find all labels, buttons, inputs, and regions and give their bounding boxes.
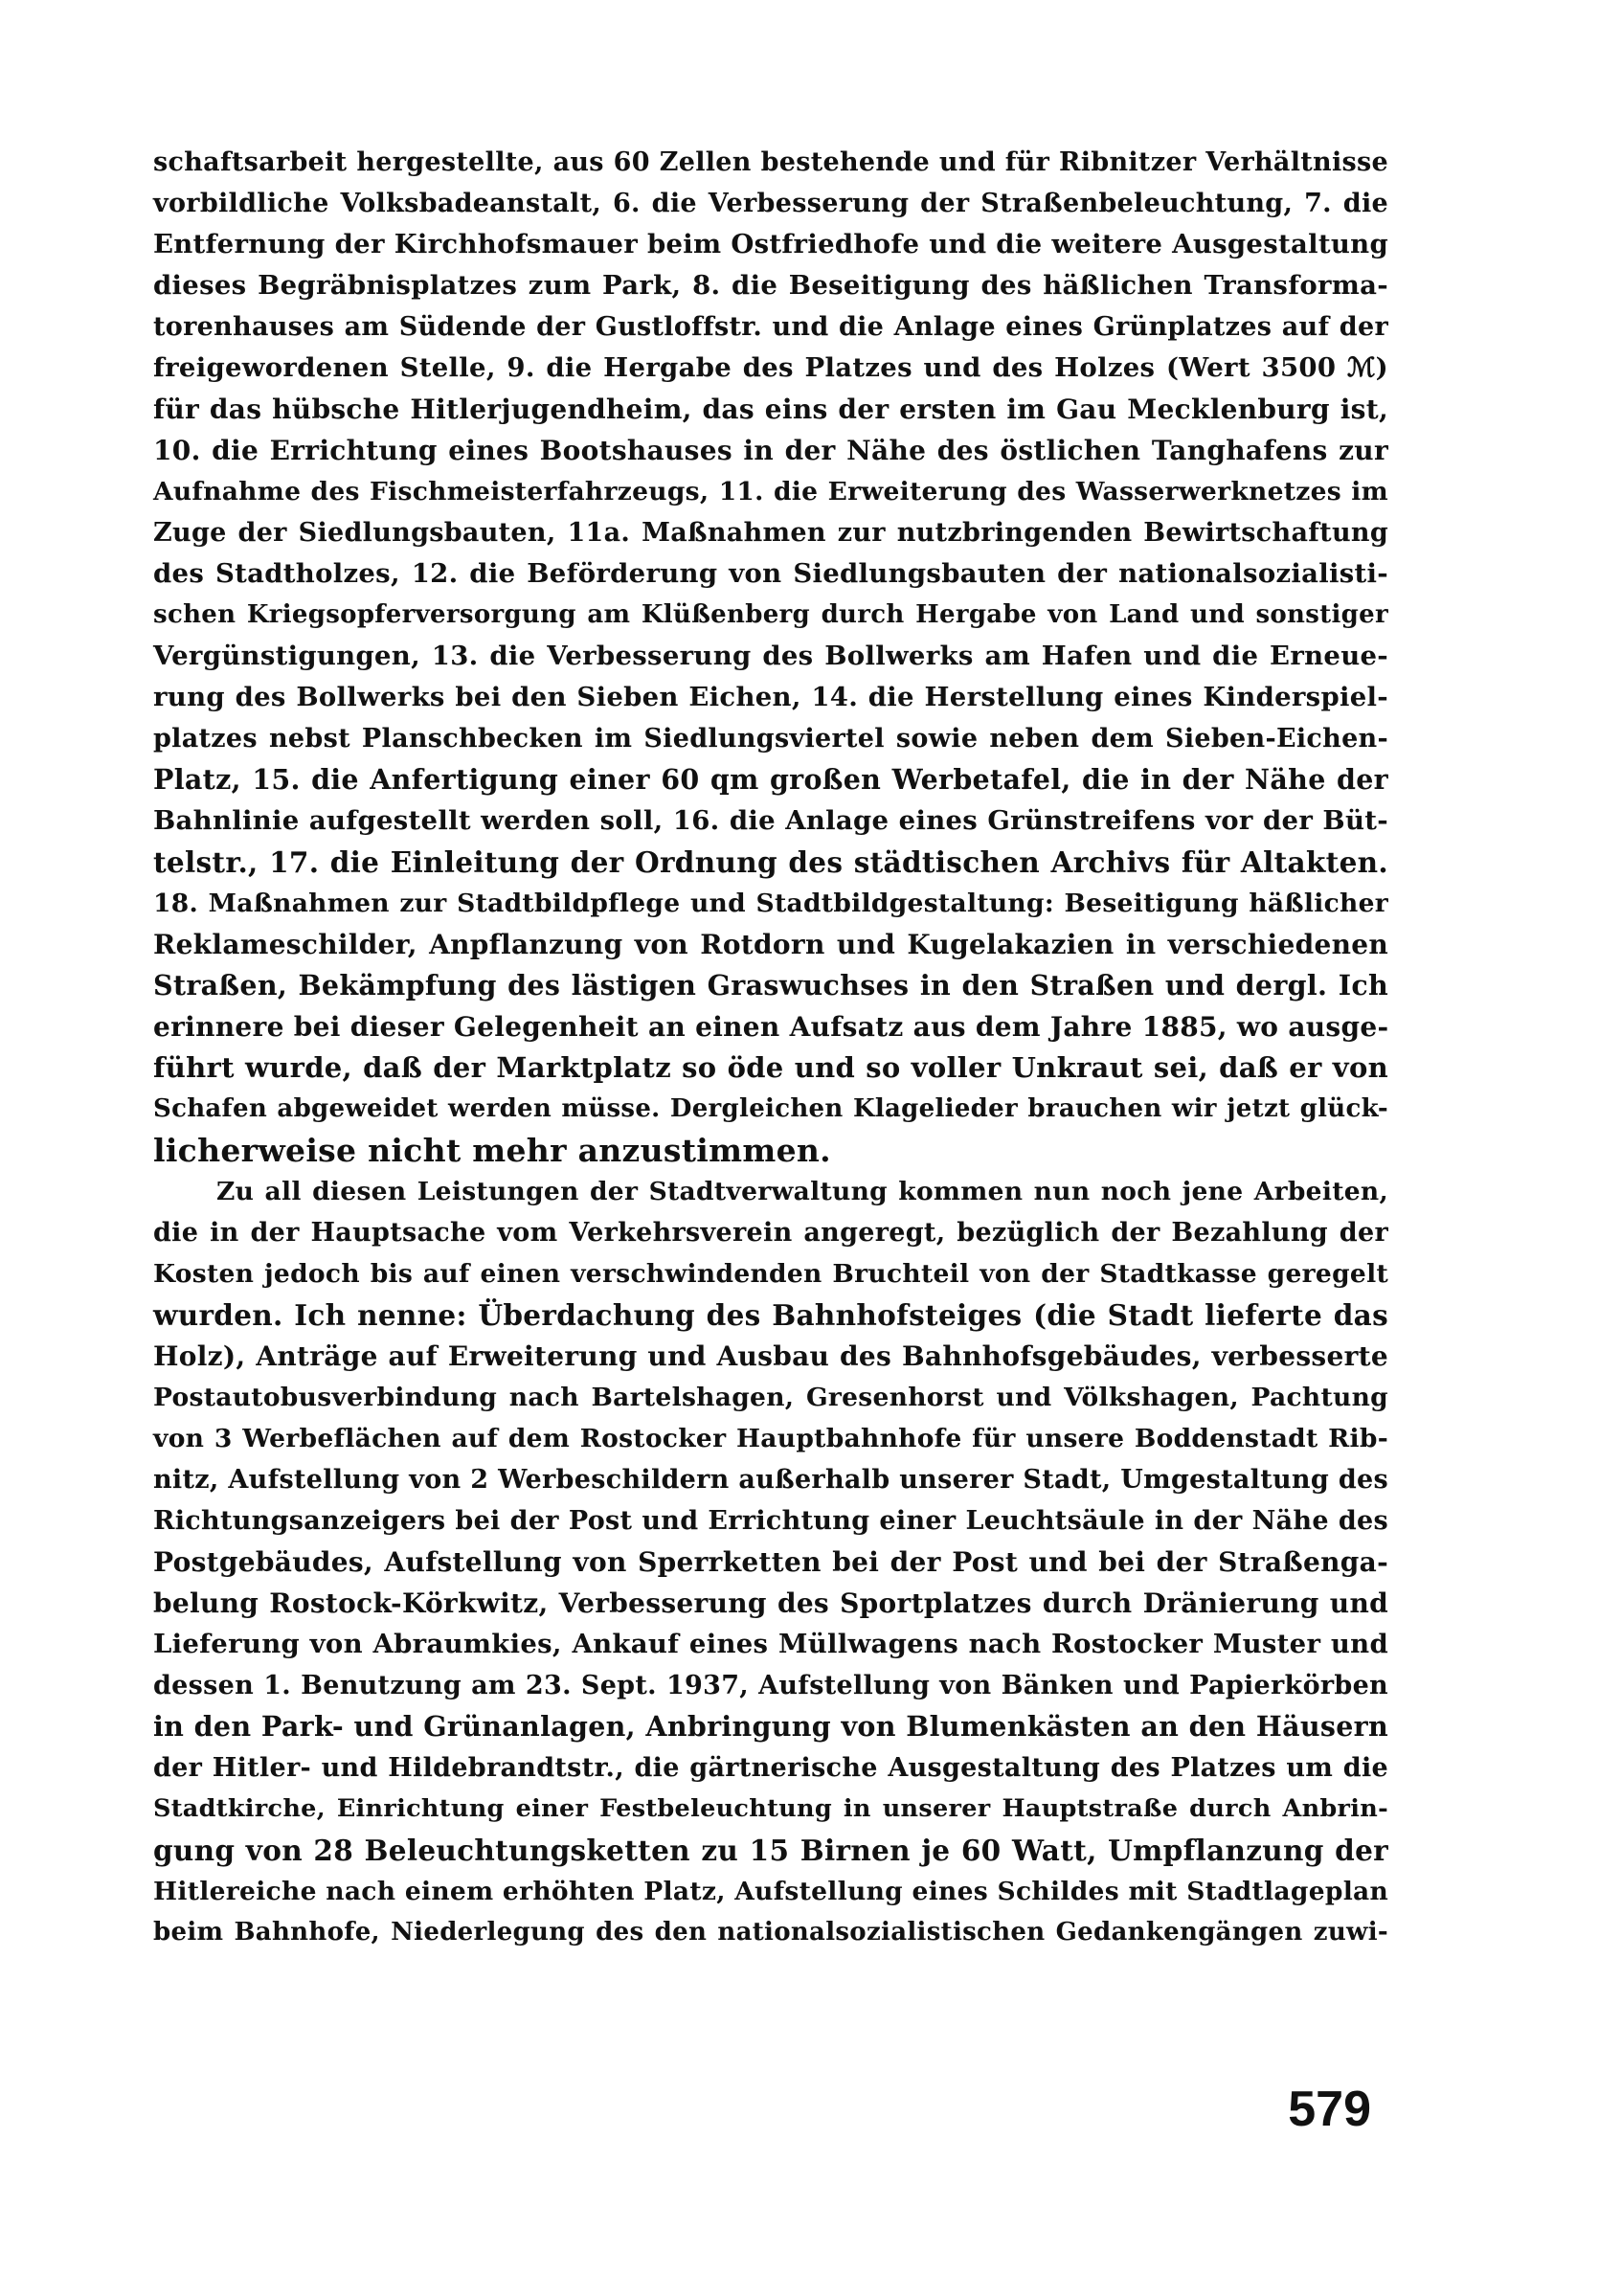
text-line: Postautobusverbindung nach Bartelshagen, Gresenhorst und Völkshagen, Pachtung	[153, 1383, 1388, 1412]
page-number: 579	[1288, 2082, 1371, 2137]
text-line: torenhauses am Südende der Gustloffstr. und die Anlage eines Grünplatzes auf der	[153, 312, 1388, 342]
text-line: für das hübsche Hitlerjugendheim, das eins der ersten im Gau Mecklenburg ist,	[153, 394, 1388, 425]
text-line: dieses Begräbnisplatzes zum Park, 8. die Beseitigung des häßlichen Transforma-	[153, 270, 1388, 301]
text-line: von 3 Werbeflächen auf dem Rostocker Hauptbahnhofe für unsere Boddenstadt Rib-	[153, 1424, 1388, 1453]
text-line: Lieferung von Abraumkies, Ankauf eines Müllwagens nach Rostocker Muster und	[153, 1629, 1388, 1659]
text-line: Vergünstigungen, 13. die Verbesserung des Bollwerks am Hafen und die Erneue-	[153, 641, 1388, 671]
text-line: licherweise nicht mehr anzustimmen.	[153, 1132, 831, 1169]
text-line: gung von 28 Beleuchtungsketten zu 15 Birnen je 60 Watt, Umpflanzung der	[153, 1834, 1388, 1867]
text-line: schaftsarbeit hergestellte, aus 60 Zellen bestehende und für Ribnitzer Verhältnisse	[153, 147, 1388, 177]
text-line: Reklameschilder, Anpflanzung von Rotdorn und Kugelakazien in verschiedenen	[153, 929, 1388, 960]
text-line: Holz), Anträge auf Erweiterung und Ausbau des Bahnhofsgebäudes, verbesserte	[153, 1340, 1388, 1372]
text-line: belung Rostock-Körkwitz, Verbesserung des Sportplatzes durch Dränierung und	[153, 1587, 1388, 1619]
text-line: dessen 1. Benutzung am 23. Sept. 1937, Aufstellung von Bänken und Papierkörben	[153, 1671, 1388, 1700]
text-line: Richtungsanzeigers bei der Post und Errichtung einer Leuchtsäule in der Nähe des	[153, 1506, 1388, 1536]
body-text	[153, 142, 1388, 1953]
text-line: schen Kriegsopferversorgung am Klüßenberg durch Hergabe von Land und sonstiger	[153, 600, 1388, 629]
text-line: 18. Maßnahmen zur Stadtbildpflege und Stadtbildgestaltung: Beseitigung häßlicher	[153, 889, 1388, 918]
text-line: in den Park- und Grünanlagen, Anbringung von Blumenkästen an den Häusern	[153, 1710, 1388, 1743]
text-line: Postgebäudes, Aufstellung von Sperrketten bei der Post und bei der Straßenga-	[153, 1546, 1388, 1578]
text-line: wurden. Ich nenne: Überdachung des Bahnhofsteiges (die Stadt lieferte das	[153, 1298, 1388, 1332]
text-line: nitz, Aufstellung von 2 Werbeschildern außerhalb unserer Stadt, Umgestaltung des	[153, 1465, 1388, 1495]
text-line: telstr., 17. die Einleitung der Ordnung des städtischen Archivs für Altakten.	[153, 845, 1388, 879]
text-line: des Stadtholzes, 12. die Beförderung von Siedlungsbauten der nationalsozialisti-	[153, 558, 1388, 589]
text-line: führt wurde, daß der Marktplatz so öde und so voller Unkraut sei, daß er von	[153, 1051, 1388, 1084]
text-line: Hitlereiche nach einem erhöhten Platz, Aufstellung eines Schildes mit Stadtlageplan	[153, 1877, 1389, 1906]
text-line: Kosten jedoch bis auf einen verschwindenden Bruchteil von der Stadtkasse geregelt	[153, 1259, 1388, 1289]
text-line: Bahnlinie aufgestellt werden soll, 16. die Anlage eines Grünstreifens vor der Büt-	[153, 805, 1388, 836]
paragraph	[153, 1171, 1388, 1953]
text-line: Zu all diesen Leistungen der Stadtverwaltung kommen nun noch jene Arbeiten,	[216, 1177, 1388, 1206]
text-line: der Hitler- und Hildebrandtstr., die gärtnerische Ausgestaltung des Platzes um die	[153, 1753, 1388, 1783]
text-line: platzes nebst Planschbecken im Siedlungsviertel sowie neben dem Sieben-Eichen-	[153, 724, 1388, 754]
paragraph	[153, 142, 1388, 1171]
text-line: die in der Hauptsache vom Verkehrsverein angeregt, bezüglich der Bezahlung der	[153, 1218, 1388, 1248]
text-line: 10. die Errichtung eines Bootshauses in der Nähe des östlichen Tanghafens zur	[153, 435, 1388, 466]
text-line: Straßen, Bekämpfung des lästigen Graswuchses in den Straßen und dergl. Ich	[153, 969, 1388, 1002]
text-line: Entfernung der Kirchhofsmauer beim Ostfriedhofe und die weitere Ausgestaltung	[153, 229, 1388, 259]
text-line: freigewordenen Stelle, 9. die Hergabe des Platzes und des Holzes (Wert 3500 ℳ)	[153, 352, 1388, 383]
text-line: rung des Bollwerks bei den Sieben Eichen, 14. die Herstellung eines Kinderspiel-	[153, 682, 1388, 712]
text-line: Aufnahme des Fischmeisterfahrzeugs, 11. die Erweiterung des Wasserwerknetzes im	[153, 477, 1388, 506]
text-line: erinnere bei dieser Gelegenheit an einen Aufsatz aus dem Jahre 1885, wo ausge-	[153, 1011, 1389, 1043]
text-line: Platz, 15. die Anfertigung einer 60 qm großen Werbetafel, die in der Nähe der	[153, 763, 1388, 796]
text-line: Stadtkirche, Einrichtung einer Festbeleuchtung in unserer Hauptstraße durch Anbrin-	[153, 1794, 1388, 1823]
text-line: beim Bahnhofe, Niederlegung des den nationalsozialistischen Gedankengängen zuwi-	[153, 1918, 1388, 1947]
text-line: vorbildliche Volksbadeanstalt, 6. die Verbesserung der Straßenbeleuchtung, 7. die	[153, 189, 1388, 218]
text-line: Zuge der Siedlungsbauten, 11a. Maßnahmen zur nutzbringenden Bewirtschaftung	[153, 518, 1388, 548]
text-line: Schafen abgeweidet werden müsse. Dergleichen Klagelieder brauchen wir jetzt glück-	[153, 1094, 1388, 1123]
